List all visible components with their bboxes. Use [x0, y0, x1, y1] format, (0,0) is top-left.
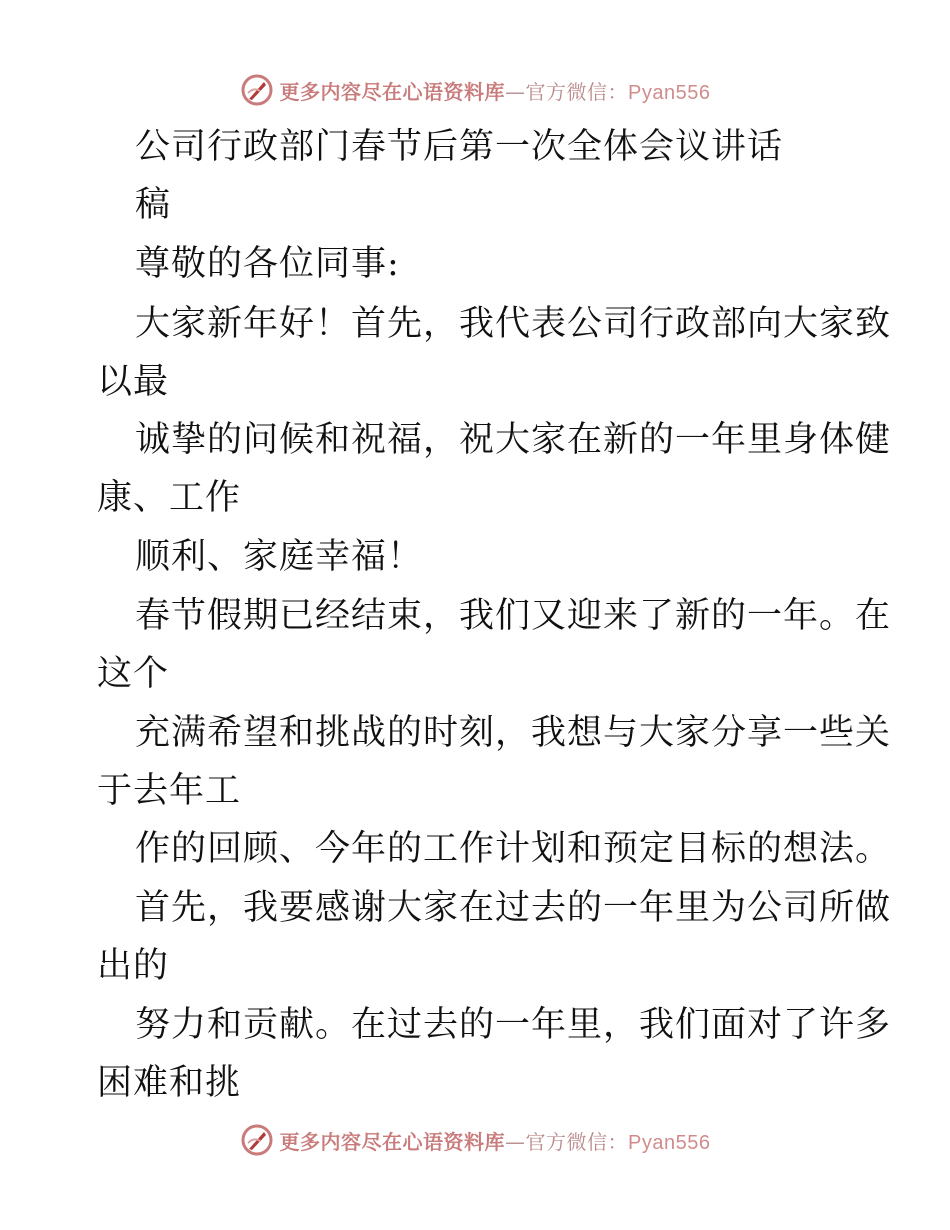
- watermark-wechat-id: Pyan556: [628, 81, 711, 104]
- paragraph-line: 大家新年好！首先，我代表公司行政部向大家致: [135, 304, 892, 344]
- salutation: 尊敬的各位同事:: [135, 244, 400, 284]
- watermark-text: [280, 76, 711, 105]
- footer-watermark: [0, 1120, 950, 1160]
- quill-logo-icon: [240, 1123, 274, 1157]
- paragraph-line: 充满希望和挑战的时刻，我想与大家分享一些关: [135, 713, 892, 753]
- paragraph-line: 诚挚的问候和祝福，祝大家在新的一年里身体健: [135, 420, 892, 460]
- document-title-continued: 稿: [135, 185, 172, 225]
- paragraph-line: 春节假期已经结束，我们又迎来了新的一年。在: [135, 596, 892, 636]
- paragraph-line: 顺利、家庭幸福！: [135, 537, 424, 577]
- watermark-separator: —: [505, 1129, 526, 1154]
- paragraph-line: 出的: [97, 946, 170, 986]
- paragraph-line: 于去年工: [97, 771, 242, 811]
- watermark-wechat-id: Pyan556: [628, 1131, 711, 1154]
- watermark-brand: 更多内容尽在心语资料库: [279, 79, 506, 104]
- watermark-wechat-label: 官方微信：: [525, 79, 629, 104]
- watermark-text: [280, 1126, 711, 1155]
- watermark-wechat-label: 官方微信：: [525, 1129, 629, 1154]
- paragraph-line: 首先，我要感谢大家在过去的一年里为公司所做: [135, 888, 892, 928]
- document-title: 公司行政部门春节后第一次全体会议讲话: [135, 127, 784, 167]
- paragraph-line: 这个: [97, 654, 170, 694]
- watermark-separator: —: [505, 79, 526, 104]
- paragraph-line: 康、工作: [97, 478, 242, 518]
- quill-logo-icon: [240, 73, 274, 107]
- paragraph-line: 以最: [97, 362, 170, 402]
- paragraph-line: 作的回顾、今年的工作计划和预定目标的想法。: [135, 829, 892, 869]
- paragraph-line: 困难和挑: [97, 1063, 242, 1103]
- watermark-brand: 更多内容尽在心语资料库: [279, 1129, 506, 1154]
- paragraph-line: 努力和贡献。在过去的一年里，我们面对了许多: [135, 1005, 892, 1045]
- header-watermark: [0, 70, 950, 110]
